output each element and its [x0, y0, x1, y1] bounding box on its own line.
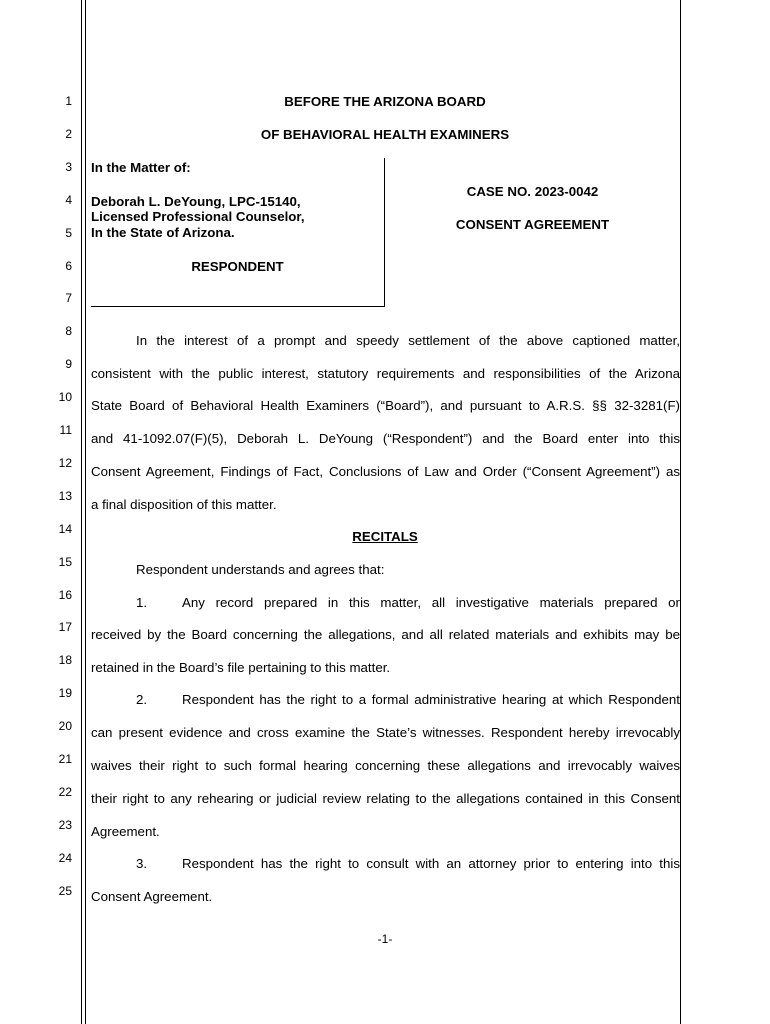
item-3-line-1: Respondent has the right to consult with an attorney prior to entering into this: [182, 856, 680, 871]
line-number: 5: [65, 226, 72, 240]
item-1-number: 1.: [136, 595, 148, 610]
item-2-line-3: waives their right to such formal hearing concerning these allegations and irrevocably waives: [91, 758, 680, 773]
board-heading-line1: BEFORE THE ARIZONA BOARD: [284, 94, 486, 109]
item-2-line-5: Agreement.: [91, 824, 160, 839]
line-number: 3: [65, 160, 72, 174]
respondent-license-title: Licensed Professional Counselor,: [91, 209, 305, 224]
line-number: 8: [65, 324, 72, 338]
line-number: 20: [58, 719, 72, 733]
item-3-line-2: Consent Agreement.: [91, 889, 213, 904]
line-number: 13: [58, 489, 72, 503]
item-3-number: 3.: [136, 856, 148, 871]
line-number: 6: [65, 259, 72, 273]
line-number: 25: [58, 884, 72, 898]
intro-line-6: a final disposition of this matter.: [91, 497, 277, 512]
line-number: 22: [58, 785, 72, 799]
board-heading-line2: OF BEHAVIORAL HEALTH EXAMINERS: [260, 127, 510, 142]
line-number: 9: [65, 357, 72, 371]
line-number: 2: [65, 127, 72, 141]
left-margin-rule-outer: [81, 0, 82, 1024]
line-number: 11: [59, 423, 72, 437]
item-2-line-2: can present evidence and cross examine the State’s witnesses. Respondent hereby irrevocably: [91, 725, 680, 740]
line-number: 21: [58, 752, 72, 766]
item-1-line-1: Any record prepared in this matter, all investigative materials prepared or: [182, 595, 680, 610]
caption-matter-label: In the Matter of:: [91, 160, 191, 175]
recitals-heading: RECITALS: [352, 529, 418, 544]
item-2-number: 2.: [136, 692, 148, 707]
intro-line-3: State Board of Behavioral Health Examiners (“Board”), and pursuant to A.R.S. §§ 32-3281(F): [91, 398, 680, 413]
right-margin-rule: [680, 0, 681, 1024]
line-number: 24: [58, 851, 72, 865]
line-number: 4: [65, 193, 72, 207]
left-margin-rule-inner: [85, 0, 86, 1024]
item-2-line-1: Respondent has the right to a formal administrative hearing at which Respondent: [182, 692, 680, 707]
intro-line-4: and 41-1092.07(F)(5), Deborah L. DeYoung (“Respondent”) and the Board enter into this: [91, 431, 680, 446]
intro-line-5: Consent Agreement, Findings of Fact, Conclusions of Law and Order (“Consent Agreement”) as: [91, 464, 680, 479]
page-number: -1-: [377, 932, 393, 946]
line-number: 19: [58, 686, 72, 700]
line-number: 10: [58, 390, 72, 404]
document-type: CONSENT AGREEMENT: [455, 217, 610, 232]
line-number: 14: [58, 522, 72, 536]
line-number: 16: [58, 588, 72, 602]
line-number: 15: [58, 555, 72, 569]
recitals-lead: Respondent understands and agrees that:: [136, 562, 385, 577]
respondent-state: In the State of Arizona.: [91, 225, 235, 240]
case-number: CASE NO. 2023-0042: [466, 184, 599, 199]
line-number: 12: [58, 456, 72, 470]
respondent-name: Deborah L. DeYoung, LPC-15140,: [91, 194, 301, 209]
intro-line-1: In the interest of a prompt and speedy settlement of the above captioned matter,: [136, 333, 680, 348]
line-number: 7: [65, 291, 72, 305]
line-number: 23: [58, 818, 72, 832]
item-1-line-3: retained in the Board’s file pertaining to this matter.: [91, 660, 391, 675]
line-number: 18: [58, 653, 72, 667]
item-2-line-4: their right to any rehearing or judicial review relating to the allegations contained in this Consent: [91, 791, 680, 806]
line-number: 17: [58, 620, 72, 634]
item-1-line-2: received by the Board concerning the allegations, and all related materials and exhibits may be: [91, 627, 680, 642]
caption-divider-horizontal: [91, 306, 385, 307]
intro-line-2: consistent with the public interest, statutory requirements and responsibilities of the Arizona: [91, 366, 680, 381]
line-number: 1: [65, 94, 72, 108]
respondent-label: RESPONDENT: [191, 259, 284, 274]
